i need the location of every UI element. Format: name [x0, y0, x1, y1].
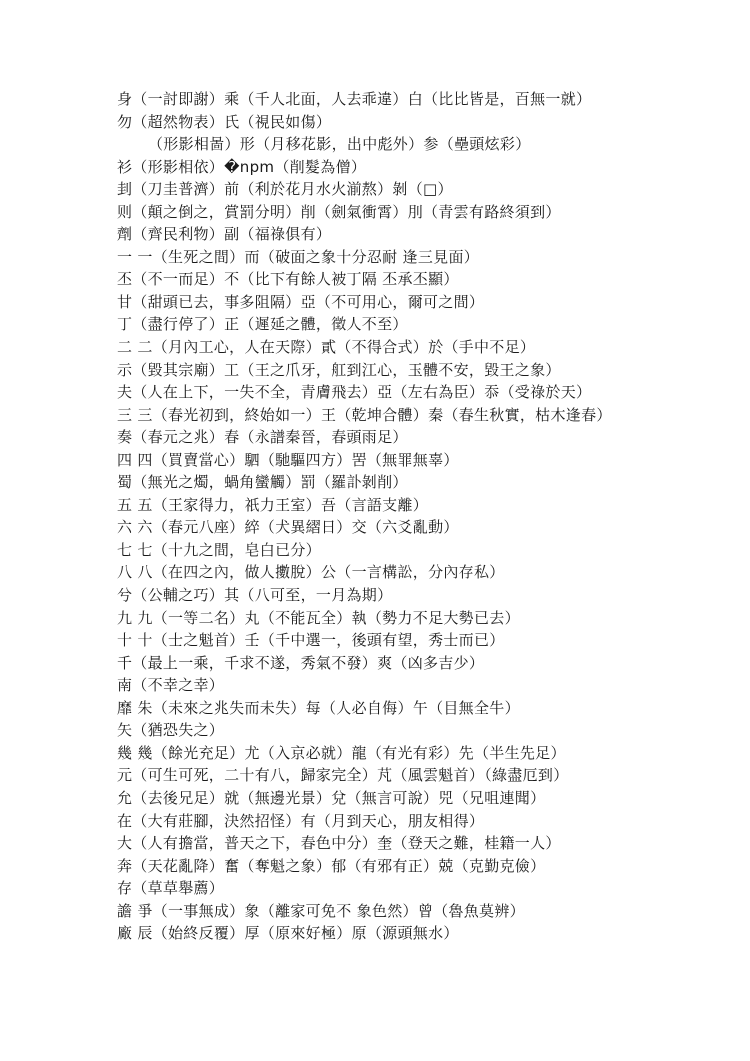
text-line: 二 二（月內工心，人在天際）貳（不得合式）於（手中不足）: [117, 338, 536, 357]
text-line: 四 四（買賣當心）駟（馳驅四方）罟（無罪無辜）: [117, 450, 459, 469]
text-line: 幾 幾（餘光充足）尤（入京必就）龍（有光有彩）先（半生先足）: [117, 743, 566, 762]
text-line: 甘（甜頭已去，事多阻隔）亞（不可用心，爾可之間）: [117, 292, 485, 311]
text-line: 衫（形影相依）�npm（削髮為僧）: [117, 157, 367, 176]
text-line: 千（最上一乘，千求不遂，秀氣不發）爽（凶多吉少）: [117, 653, 485, 672]
text-line: 奔（天花亂降）奮（奪魁之象）郁（有邪有正）兢（克勤克儉）: [117, 856, 546, 875]
text-lines: [117, 88, 717, 945]
text-line: 三 三（春光初到，終始如一）王（乾坤合體）秦（春生秋實，枯木逢春）: [117, 405, 612, 424]
text-line: 允（去後兄足）就（無邊光景）兌（無言可說）兕（兄咀連聞）: [117, 788, 546, 807]
text-line: 矢（猶恐失之）: [117, 721, 225, 740]
text-line: 身（一討即謝）乘（千人北面，人去乖違）白（比比皆是，百無一就）: [117, 90, 592, 108]
text-line: 元（可生可死，二十有八，歸家完全）芃（風雲魁首）（綠盡厄到）: [117, 766, 569, 785]
text-line: （形影相啚）形（月移花影，出中彪外）参（壘頭炫彩）: [148, 135, 531, 154]
text-line: 五 五（王家得力，祇力王室）吾（言語支離）: [117, 495, 429, 514]
text-line: 譫 爭（一事無成）象（離家可免不 象色然）曾（魯魚莫辨）: [117, 901, 525, 920]
text-line: 十 十（士之魁首）壬（千中選一，後頭有望，秀士而已）: [117, 631, 505, 650]
text-line: 丕（不一而足）不（比下有餘人被丁隔 丕承丕顯）: [117, 270, 459, 289]
text-line: 奏（春元之兆）春（永譜秦晉，春頭雨足）: [117, 428, 408, 447]
text-line: 示（毀其宗廟）工（王之爪牙，舡到江心，玉體不安，毀王之象）: [117, 360, 561, 379]
text-line: 劑（齊民利物）副（福祿俱有）: [117, 225, 332, 244]
text-line: 九 九（一等二名）丸（不能瓦全）執（勢力不足大勢已去）: [117, 608, 520, 627]
text-line: 则（顛之倒之，賞罰分明）削（劍氣衝霄）刖（青雲有路終須到）: [117, 202, 561, 221]
text-line: 六 六（春元八座）綷（犬異䌌日）交（六爻亂動）: [117, 518, 459, 537]
text-line: 在（大有莊腳，決然招怪）有（月到天心，朋友相得）: [117, 811, 485, 830]
text-line: 夫（人在上下，一失不全，青膚飛去）亞（左右為臣）忝（受祿於天）: [117, 383, 592, 402]
text-line: 八 八（在四之內，做人擻脫）公（一言構訟，分內存私）: [117, 563, 505, 582]
text-line: 兮（公輔之巧）其（八可至，一月為期）: [117, 586, 393, 605]
text-line: 大（人有擔當，普天之下，春色中分）奎（登天之難，桂籍一人）: [117, 834, 561, 853]
text-line: 廠 辰（始終反覆）厚（原來好極）原（源頭無水）: [117, 924, 459, 943]
text-line: 丁（盡行停了）正（遲延之體，徵人不至）: [117, 315, 408, 334]
text-line: 存（草草舉薦）: [117, 879, 225, 898]
text-line: 靡 朱（未來之兆失而未失）每（人必自侮）午（目無全牛）: [117, 698, 520, 717]
text-line: 蜀（無光之燭，蝸角蠻觸）罰（羅訃剝削）: [117, 473, 408, 492]
text-line: 南（不幸之幸）: [117, 676, 225, 695]
text-line: 一 一（生死之間）而（破面之象十分忍耐 逢三見面）: [117, 247, 480, 266]
text-line: 刲（刀圭普濟）前（利於花月水火湔熬）剝（□）: [117, 180, 453, 199]
text-line: 勿（超然物表）氏（視民如傷）: [117, 112, 332, 131]
text-line: 七 七（十九之間，皂白已分）: [117, 540, 321, 559]
